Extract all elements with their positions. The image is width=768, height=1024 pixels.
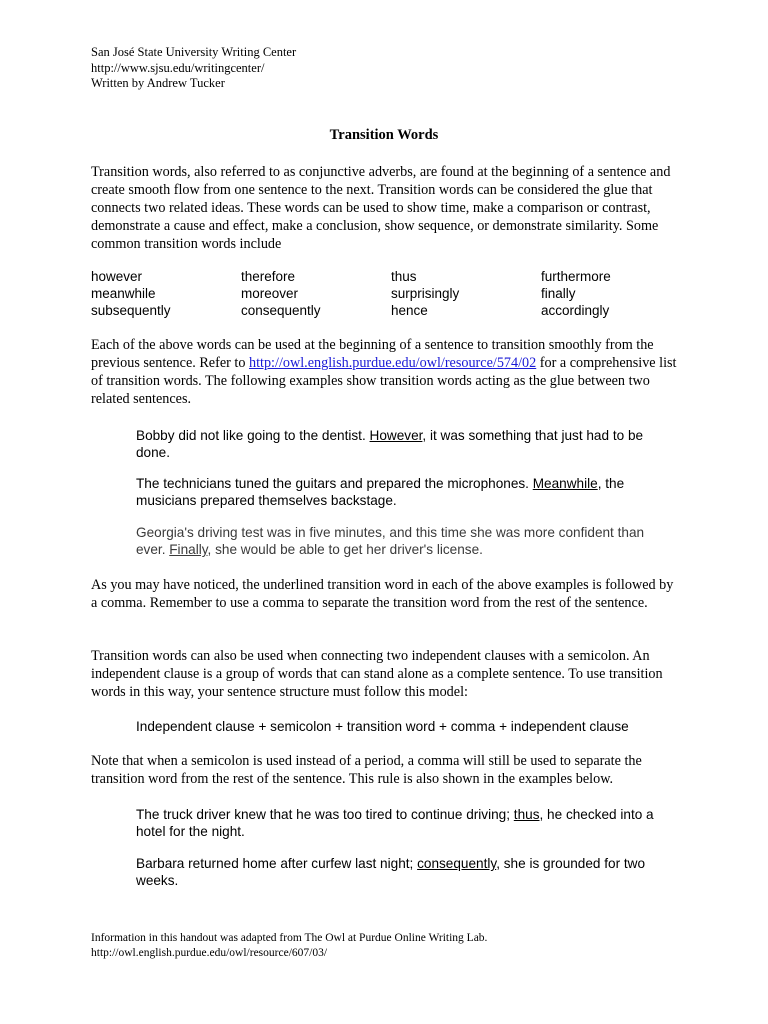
- semicolon-paragraph: Transition words can also be used when connecting two independent clauses with a semicolon. An independent clause is a group of words that can stand alone as a complete sentence. To use transition words in this way, your sentence structure must follow this model:: [91, 648, 663, 700]
- word-cell: moreover: [241, 286, 299, 301]
- example-text: The truck driver knew that he was too tired to continue driving;: [136, 807, 514, 822]
- transition-word-underlined: However: [369, 428, 423, 443]
- reference-text-before: Each of the above words can be used at the beginning of a sentence to transition smoothly from the previous sentence. Refer to: [91, 337, 654, 371]
- transition-word-underlined: Finally: [169, 542, 208, 557]
- example-text: Barbara returned home after curfew last night;: [136, 856, 418, 871]
- example-sentence: [136, 524, 676, 558]
- word-cell: hence: [391, 303, 428, 318]
- footer-url: http://owl.english.purdue.edu/owl/resource/607/03/: [91, 947, 328, 959]
- transition-word-table: [91, 268, 691, 319]
- word-cell: subsequently: [91, 303, 171, 318]
- page-title: Transition Words: [329, 127, 439, 143]
- word-cell: however: [91, 269, 143, 284]
- document-header: [91, 45, 296, 92]
- word-cell: consequently: [241, 303, 321, 318]
- example-sentence: [136, 855, 676, 889]
- note-paragraph: Note that when a semicolon is used instead of a period, a comma will still be used to separate the transition word from the rest of the sentence. This rule is also shown in the examples below.: [91, 753, 642, 787]
- header-institution: San José State University Writing Center: [91, 45, 297, 59]
- example-text: , he checked into a hotel for the night.: [136, 807, 654, 839]
- transition-word-underlined: consequently: [417, 856, 497, 871]
- reference-paragraph: [91, 336, 681, 408]
- word-row: [91, 302, 691, 319]
- example-text: , she would be able to get her driver's license.: [207, 542, 483, 557]
- owl-resource-link[interactable]: http://owl.english.purdue.edu/owl/resource/574/02: [248, 355, 537, 371]
- word-cell: furthermore: [541, 269, 611, 284]
- example-sentence: [136, 475, 676, 509]
- document-footer: [91, 931, 487, 961]
- example-text: Bobby did not like going to the dentist.: [136, 428, 370, 443]
- reference-text-after: for a comprehensive list of transition words. The following examples show transition words acting as the glue between two related sentences.: [91, 355, 677, 407]
- example-sentence: [136, 806, 676, 840]
- example-text: , the musicians prepared themselves backstage.: [136, 476, 625, 508]
- word-cell: surprisingly: [391, 286, 460, 301]
- word-cell: thus: [391, 269, 417, 284]
- word-cell: meanwhile: [91, 286, 156, 301]
- word-row: [91, 268, 691, 285]
- example-text: Georgia's driving test was in five minutes, and this time she was more confident than ever.: [136, 525, 645, 557]
- word-cell: accordingly: [541, 303, 610, 318]
- sentence-model: Independent clause + semicolon + transition word + comma + independent clause: [136, 719, 629, 734]
- example-text: , she is grounded for two weeks.: [136, 856, 646, 888]
- word-row: [91, 285, 691, 302]
- example-sentence: [136, 427, 676, 461]
- footer-attribution: Information in this handout was adapted from The Owl at Purdue Online Writing Lab.: [91, 932, 488, 944]
- header-author: Written by Andrew Tucker: [91, 76, 225, 90]
- header-url: http://www.sjsu.edu/writingcenter/: [91, 60, 265, 75]
- transition-word-underlined: thus: [513, 807, 540, 822]
- comma-paragraph: As you may have noticed, the underlined transition word in each of the above examples is followed by a comma. Remember to use a comma to separate the transition word from the rest of the sentence.: [91, 577, 674, 611]
- word-cell: finally: [541, 286, 576, 301]
- example-text: , it was something that just had to be done.: [136, 428, 644, 460]
- example-text: The technicians tuned the guitars and prepared the microphones.: [136, 476, 533, 491]
- word-cell: therefore: [241, 269, 296, 284]
- intro-paragraph: Transition words, also referred to as conjunctive adverbs, are found at the beginning of a sentence and create smooth flow from one sentence to the next. Transition words can be considered the glue that connects two related ideas. These words can be used to show time, make a comparison or contrast, demonstrate a cause and effect, make a conclusion, show sequence, or demonstrate similarity. Some common transition words include: [91, 164, 671, 252]
- transition-word-underlined: Meanwhile: [532, 476, 598, 491]
